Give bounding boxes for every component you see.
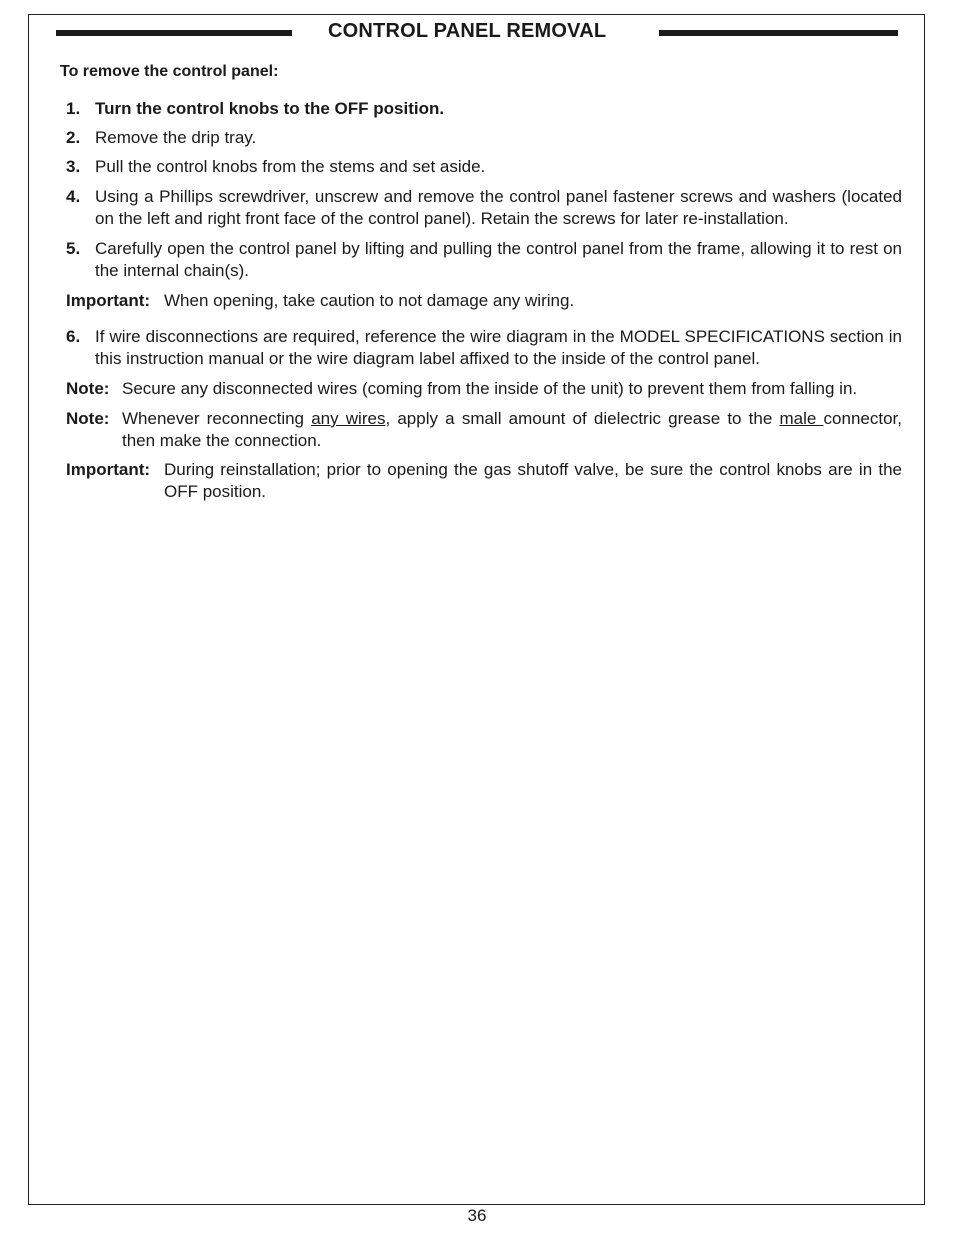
step-text: Pull the control knobs from the stems and set aside. (95, 157, 486, 176)
underlined-text: any wires (311, 409, 386, 428)
step-text: Carefully open the control panel by lifting and pulling the control panel from the frame, allowing it to rest on the internal chain(s). (95, 239, 902, 280)
step-number: 3. (66, 157, 81, 176)
important-text: When opening, take caution to not damage any wiring. (164, 291, 575, 310)
step-number: 2. (66, 128, 81, 147)
note-label: Note: (66, 379, 110, 398)
step-text: Remove the drip tray. (95, 128, 257, 147)
step-text: Using a Phillips screwdriver, unscrew and remove the control panel fastener screws and washers (located on the left and right front face of the control panel). Retain the screws for later re-installation. (95, 187, 902, 228)
note-label: Note: (66, 409, 110, 428)
step-1 (66, 98, 902, 120)
note-text-part: , apply a small amount of dielectric grease to the (385, 409, 780, 428)
step-3 (66, 156, 902, 178)
step-number: 4. (66, 187, 81, 206)
important-note-1 (66, 290, 902, 312)
step-5 (66, 238, 902, 282)
step-2 (66, 127, 902, 149)
section-title: CONTROL PANEL REMOVAL (328, 20, 607, 42)
section-header (56, 20, 898, 46)
important-label: Important: (66, 291, 151, 310)
step-number: 6. (66, 327, 81, 346)
note-2 (66, 408, 902, 452)
note-text: Secure any disconnected wires (coming from the inside of the unit) to prevent them from falling in. (122, 379, 858, 398)
step-4 (66, 186, 902, 230)
step-number: 1. (66, 99, 81, 118)
note-text-part: connector, then make the connection. (122, 409, 902, 450)
page-number: 36 (467, 1206, 487, 1225)
header-rule-right (659, 30, 898, 36)
step-number: 5. (66, 239, 81, 258)
note-text (122, 408, 902, 452)
important-text: During reinstallation; prior to opening the gas shutoff valve, be sure the control knobs are in the OFF position. (164, 460, 902, 501)
step-text: If wire disconnections are required, reference the wire diagram in the MODEL SPECIFICATIONS section in this instruction manual or the wire diagram label affixed to the inside of the control panel. (95, 327, 902, 368)
important-label: Important: (66, 460, 151, 479)
note-text-part: Whenever reconnecting (122, 409, 312, 428)
step-6 (66, 326, 902, 370)
underlined-text: male (779, 409, 824, 428)
step-text: Turn the control knobs to the OFF position. (95, 99, 445, 118)
intro-heading: To remove the control panel: (60, 63, 279, 80)
header-rule-left (56, 30, 292, 36)
note-1 (66, 378, 902, 400)
important-note-2 (66, 459, 902, 503)
